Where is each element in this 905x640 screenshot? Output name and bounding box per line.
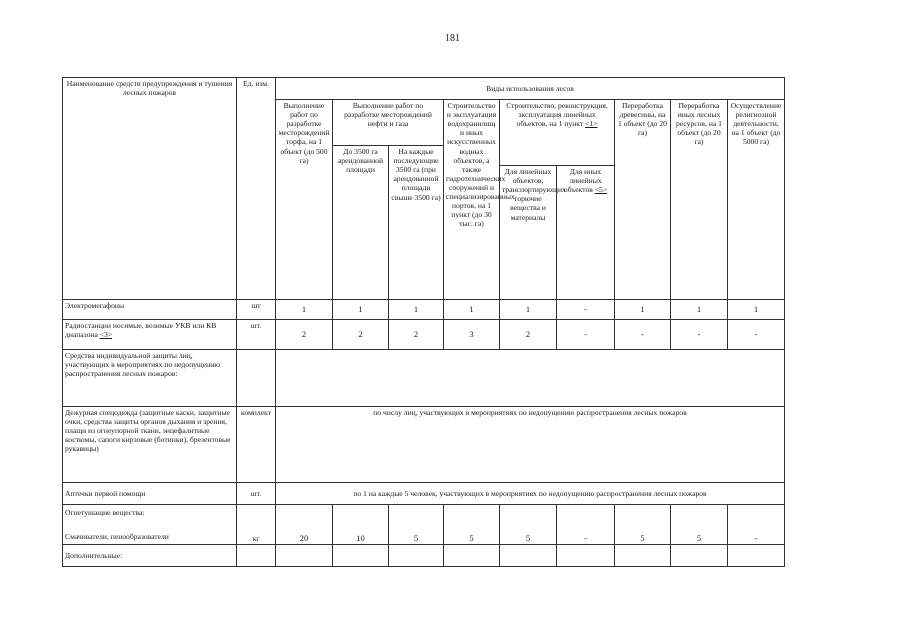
empty-cell <box>237 545 276 567</box>
table-row <box>63 505 785 545</box>
table-row <box>63 320 785 350</box>
cell-value: 20 <box>276 505 333 545</box>
footnote-link-3[interactable]: <3> <box>99 330 113 340</box>
row-name <box>63 505 237 545</box>
span-text: по 1 на каждые 5 человек, участвующих в мероприятиях по недопущению распространения лесных пожаров <box>276 483 785 505</box>
cell-value: - <box>557 300 615 320</box>
cell-value: 1 <box>500 300 557 320</box>
row-wetting-name: Смачиватели, пенообразователи <box>65 531 169 541</box>
row-unit: комплект <box>237 407 276 483</box>
empty-cell <box>615 545 671 567</box>
table-row <box>63 545 785 567</box>
table-row <box>63 407 785 483</box>
header-oil-b: На каждые последующие 3500 га (при арендованной площади свыше 3500 га) <box>389 146 444 300</box>
cell-value: 2 <box>333 320 389 350</box>
section-ppe: Средства индивидуальной защиты лиц, участвующих в мероприятиях по недопущению распространения лесных пожаров: <box>63 350 237 407</box>
cell-value: - <box>615 320 671 350</box>
empty-cell <box>237 350 276 407</box>
row-unit: кг <box>237 505 276 545</box>
cell-value: 2 <box>500 320 557 350</box>
header-linear: Строительство, реконструкция, эксплуатация линейных объектов, на 1 пункт <1> <box>500 100 615 166</box>
cell-value: 5 <box>389 505 444 545</box>
cell-value: 5 <box>615 505 671 545</box>
footnote-link-1[interactable]: <1> <box>585 119 598 129</box>
cell-value: 5 <box>671 505 728 545</box>
cell-value: 1 <box>615 300 671 320</box>
header-other: Переработка иных лесных ресурсов, на 1 объект (до 20 га) <box>671 100 728 300</box>
row-unit: шт. <box>237 320 276 350</box>
empty-cell <box>500 545 557 567</box>
cell-value: 1 <box>444 300 500 320</box>
cell-value: 5 <box>500 505 557 545</box>
table-row <box>63 350 785 407</box>
cell-value: 1 <box>389 300 444 320</box>
table-row <box>63 483 785 505</box>
cell-value: 1 <box>333 300 389 320</box>
cell-value: 10 <box>333 505 389 545</box>
cell-value: - <box>557 320 615 350</box>
row-name: Электромегафоны <box>63 300 237 320</box>
cell-value: 1 <box>728 300 785 320</box>
row-unit: шт. <box>237 483 276 505</box>
header-linear-b: Для иных линейных объектов <5> <box>557 166 615 300</box>
cell-value: 1 <box>276 300 333 320</box>
header-oil: Выполнение работ по разработке месторождений нефти и газа <box>333 100 444 146</box>
empty-cell <box>276 350 785 407</box>
row-unit: шт <box>237 300 276 320</box>
cell-value: - <box>728 320 785 350</box>
cell-value: 3 <box>444 320 500 350</box>
span-text: по числу лиц, участвующих в мероприятиях по недопущению распространения лесных пожаров <box>276 407 785 483</box>
cell-value: 2 <box>389 320 444 350</box>
cell-value: - <box>728 505 785 545</box>
cell-value: - <box>671 320 728 350</box>
table-row <box>63 300 785 320</box>
empty-cell <box>671 545 728 567</box>
section-additional: Дополнительные: <box>63 545 237 567</box>
header-oil-a: До 3500 га арендованной площади <box>333 146 389 300</box>
header-uses: Виды использования лесов <box>276 78 785 100</box>
empty-cell <box>444 545 500 567</box>
header-linear-a: Для линейных объектов, транспортирующих горючие вещества и материалы <box>500 166 557 300</box>
row-name: Дежурная спецодежда (защитные каски, защитные очки, средства защиты органов дыхания и зрения, плащи из огнеупорной ткани, энцефалитные костюмы, сапоги кирзовые (ботинки), брезентовые рукавицы) <box>63 407 237 483</box>
header-water: Строительство и эксплуатация водохранилищ и иных искусственных водных объектов, а также гидротехнических сооружений и специализированных портов, на 1 пункт (до 30 тыс. га) <box>444 100 500 300</box>
cell-value: 2 <box>276 320 333 350</box>
footnote-link-5[interactable]: <5> <box>594 185 608 195</box>
header-peat: Выполнение работ по разработке месторождений торфа, на 1 объект (до 500 га) <box>276 100 333 300</box>
section-agents: Огнетушащие вещества: <box>65 508 145 518</box>
header-unit: Ед. изм. <box>237 78 276 300</box>
cell-value: 1 <box>671 300 728 320</box>
row-name: Радиостанции носимые, возимые УКВ или КВ диапазона <3> <box>63 320 237 350</box>
page-number: 181 <box>445 33 460 44</box>
header-relig: Осуществление религиозной деятельности, на 1 объект (до 5000 га) <box>728 100 785 300</box>
empty-cell <box>557 545 615 567</box>
fire-equipment-table <box>62 77 785 567</box>
empty-cell <box>389 545 444 567</box>
cell-value: - <box>557 505 615 545</box>
empty-cell <box>333 545 389 567</box>
empty-cell <box>276 545 333 567</box>
cell-value: 5 <box>444 505 500 545</box>
header-name: Наименование средств предупреждения и тушения лесных пожаров <box>63 78 237 300</box>
empty-cell <box>728 545 785 567</box>
row-name: Аптечки первой помощи <box>63 483 237 505</box>
header-wood: Переработка древесины, на 1 объект (до 20 га) <box>615 100 671 300</box>
